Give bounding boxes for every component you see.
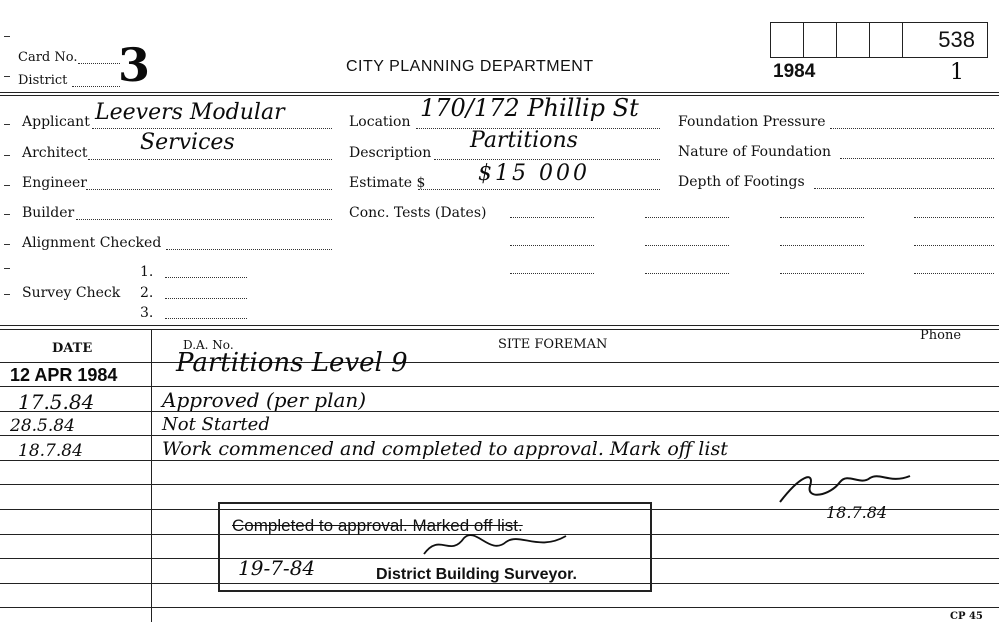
sheet-mark: 1 [950, 60, 964, 85]
description-label: Description [349, 145, 432, 161]
form-code: CP 45 [950, 611, 983, 622]
da-no-header: D.A. No. [183, 338, 234, 352]
surveyor-signature [420, 528, 570, 560]
log-note-3: Not Started [162, 414, 270, 435]
district-label: District [18, 73, 68, 88]
stamp-title: District Building Surveyor. [376, 566, 577, 583]
survey-label: Survey Check [22, 285, 121, 301]
applicant-label: Applicant [22, 114, 90, 130]
depth-footings-label: Depth of Footings [678, 174, 805, 190]
log-date-3: 28.5.84 [10, 416, 75, 436]
stamp-line1: Completed to approval. Marked off list. [232, 516, 523, 535]
approval-stamp [218, 502, 652, 592]
card-no-value: 3 [118, 38, 151, 92]
survey-item-2: 2. [140, 285, 154, 301]
foundation-pressure-label: Foundation Pressure [678, 114, 826, 130]
permit-number: 538 [938, 27, 975, 52]
architect-value: Services [140, 130, 235, 155]
log-note-2: Approved (per plan) [162, 388, 367, 412]
location-label: Location [349, 114, 411, 130]
log-note-1: Partitions Level 9 [176, 348, 408, 378]
survey-item-1: 1. [140, 264, 154, 280]
date-header: DATE [52, 341, 93, 356]
estimate-label: Estimate $ [349, 175, 426, 191]
card-no-label: Card No. [18, 50, 78, 65]
signature-date: 18.7.84 [826, 503, 888, 522]
stamp-date: 19-7-84 [238, 556, 316, 580]
conc-tests-label: Conc. Tests (Dates) [349, 205, 487, 221]
log-note-4: Work commenced and completed to approval. Mark off list [162, 438, 728, 460]
column-divider [151, 330, 152, 622]
log-date-1: 12 APR 1984 [10, 365, 118, 385]
location-value: 170/172 Phillip St [420, 94, 639, 122]
phone-header: Phone [920, 328, 962, 343]
nature-foundation-label: Nature of Foundation [678, 144, 831, 160]
engineer-label: Engineer [22, 175, 87, 191]
log-date-2: 17.5.84 [18, 390, 95, 414]
estimate-value: $15 000 [478, 161, 590, 186]
permit-number-boxes [770, 22, 988, 58]
architect-label: Architect [22, 145, 88, 161]
foreman-header: SITE FOREMAN [498, 337, 608, 352]
department-title: CITY PLANNING DEPARTMENT [346, 58, 594, 75]
survey-item-3: 3. [140, 305, 154, 321]
alignment-label: Alignment Checked [22, 235, 162, 251]
description-value: Partitions [470, 128, 578, 153]
applicant-value: Leevers Modular [95, 100, 285, 125]
year: 1984 [773, 61, 816, 82]
log-date-4: 18.7.84 [18, 441, 83, 461]
builder-label: Builder [22, 205, 75, 221]
